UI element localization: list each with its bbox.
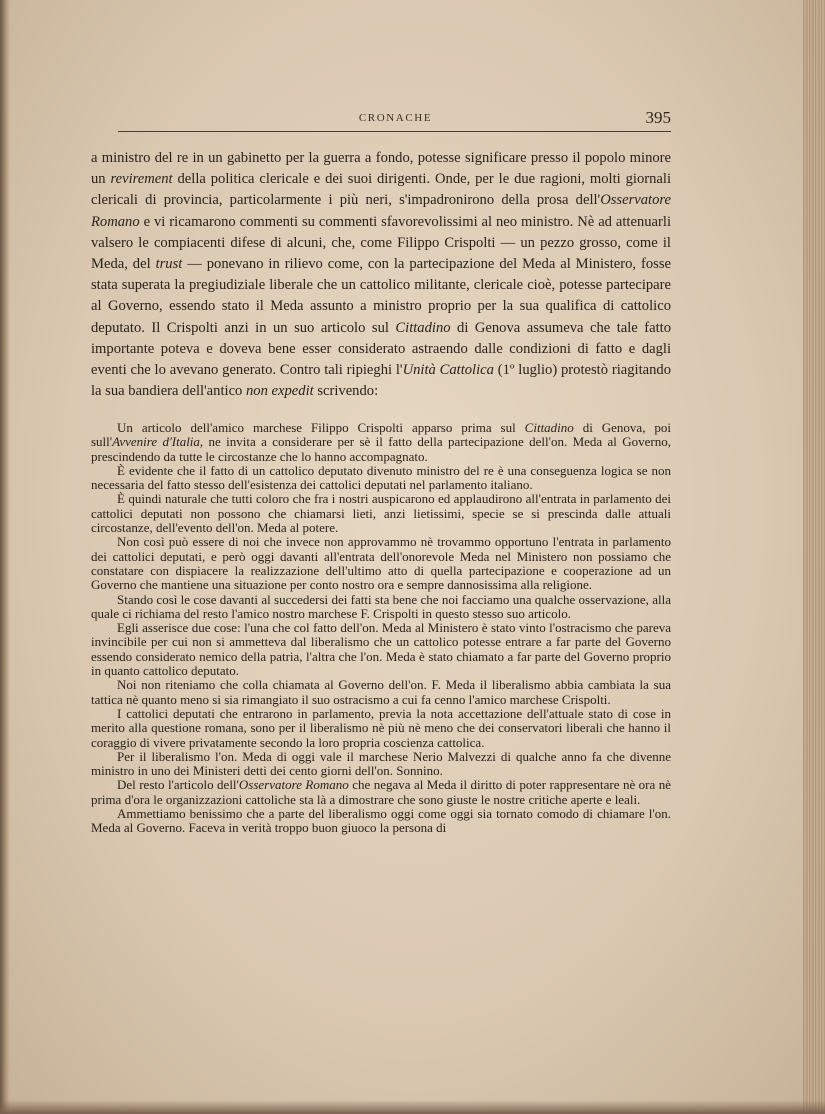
quote-paragraph — [91, 421, 671, 464]
italic-term: non expedit — [246, 383, 314, 400]
quote-paragraph: Egli asserisce due cose: l'una che col fatto dell'on. Meda al Ministero è stato vinto l'ostracismo che pareva invincibile per cui non si ammetteva dal liberalismo che un cattolico potesse entrare a far parte del Governo essendo considerato nemico della patria, l'altra che l'on. Meda è stato chiamato a far parte del Governo proprio in quanto cattolico deputato. — [91, 620, 671, 679]
newspaper-title: Cittadino — [524, 420, 574, 435]
text-run: a ministro del re in un gabinetto per la guerra a fondo, potesse significare presso il popolo minore un — [91, 150, 671, 188]
newspaper-title: Cittadino — [395, 319, 451, 336]
text-run: della politica clericale e dei suoi dirigenti. Onde, per le due ragioni, molti giornali clericali di provincia, particolarmente i più neri, s'impadronirono della prosa dell' — [91, 171, 671, 209]
header-rule — [118, 131, 671, 132]
page-gutter — [0, 0, 10, 1114]
text-run: Del resto l'articolo dell' — [117, 777, 239, 793]
quote-paragraph: Stando così le cose davanti al succedersi dei fatti sta bene che noi facciamo una qualche osservazione, alla quale ci richiama del resto l'amico nostro marchese F. Crispolti in questo stesso suo articolo. — [91, 591, 671, 621]
quote-paragraph: I cattolici deputati che entrarono in parlamento, previa la nota accettazione dell'attuale stato di cose in merito alla questione romana, sono per il liberalismo nè più nè meno che dei conservatori liberali che hanno il coraggio di vivere privatamente secondo la loro propria coscienza cattolica. — [91, 705, 671, 750]
text-run: — ponevano in rilievo come, con la partecipazione del Meda al Ministero, fosse stata superata la pregiudiziale liberale che un cattolico militante, clericale cioè, potesse partecipare al Governo, essendo stato il Meda assunto a ministro proprio per la sua qualifica di cattolico deputato. Il Crispolti anzi in un suo articolo sul — [91, 256, 671, 336]
text-run: che negava al Meda il diritto di poter rappresentare nè ora nè prima d'ora le organizzazioni cattoliche sta là a dimostrare che sono giuste le nostre critiche aperte e leali. — [91, 777, 671, 807]
italic-term: trust — [155, 256, 183, 273]
text-run: di Genova assumeva che tale fatto importante poteva e doveva bene esser considerato astraendo dalle condizioni di fatto e dagli eventi che lo avevano generato. Contro tali ripieghi l' — [91, 319, 671, 379]
page-bottom-shadow — [0, 1100, 825, 1114]
newspaper-title: Osservatore Romano — [238, 777, 349, 793]
text-run: scrivendo: — [313, 383, 379, 400]
italic-term: revirement — [110, 171, 173, 188]
text-run: (1º luglio) protestò riagitando la sua bandiera dell'antico — [91, 362, 671, 400]
body-paragraph — [91, 148, 671, 402]
page-number: 395 — [645, 108, 671, 127]
quote-paragraph: È evidente che il fatto di un cattolico deputato divenuto ministro del re è una conseguenza logica se non necessaria del fatto stesso dell'esistenza dei cattolici deputati nel parlamento italiano. — [91, 462, 671, 493]
text-run: e vi ricamarono commenti su commenti sfavorevolissimi al neo ministro. Nè ad attenuarli valsero le compiacenti difese di alcuni, che, come Filippo Crispolti — un pezzo grosso, come il Meda, del — [91, 213, 671, 273]
running-head — [118, 110, 673, 132]
quote-paragraph — [91, 778, 671, 807]
quote-paragraph: Non così può essere di noi che invece non approvammo nè trovammo opportuno l'entrata in parlamento dei cattolici deputati, e però oggi davanti all'entrata dell'onorevole Meda nel Ministero non possiamo che constatare con dispiacere la realizzazione dell'ultimo atto di quella partecipazione e cooperazione ad un Governo che mantiene una situazione per conto nostro ora e sempre dannosissima alla religione. — [91, 534, 671, 593]
section-title: CRONACHE — [358, 112, 433, 124]
text-run: di Genova, poi sull' — [91, 420, 671, 450]
newspaper-title: Unità Cattolica — [402, 362, 494, 379]
quote-paragraph: Ammettiamo benissimo che a parte del liberalismo oggi come oggi sia tornato comodo di chiamare l'on. Meda al Governo. Faceva in verità troppo buon giuoco la persona di — [91, 806, 671, 836]
text-run: Un articolo dell'amico marchese Filippo Crispolti apparso prima sul — [117, 420, 525, 435]
quote-paragraph: È quindi naturale che tutti coloro che fra i nostri auspicarono ed applaudirono all'entrata in parlamento dei cattolici deputati non possono che chiamarsi lieti, anzi lietissimi, specie se si prescinda dalle attuali circostanze, dell'evento dell'on. Meda al potere. — [91, 491, 671, 536]
quote-paragraph: Noi non riteniamo che colla chiamata al Governo dell'on. F. Meda il liberalismo abbia cambiata la sua tattica nè quanto meno si sia rimangiato il suo ostracismo a cui fa cenno l'amico marchese Crispolti. — [91, 677, 671, 707]
block-quote — [91, 421, 671, 836]
page-edges — [803, 0, 825, 1114]
newspaper-title: Avvenire d'Italia — [112, 434, 200, 450]
text-run: , ne invita a considerare per sè il fatto della partecipazione dell'on. Meda al Governo, prescindendo da tutte le circostanze che lo hanno accompagnato. — [91, 434, 671, 464]
quote-paragraph: Per il liberalismo l'on. Meda di oggi vale il marchese Nerio Malvezzi di qualche anno fa che divenne ministro in uno dei Ministeri detti dei cento giorni dell'on. Sonnino. — [91, 748, 671, 779]
newspaper-title: Osservatore Romano — [91, 192, 671, 230]
